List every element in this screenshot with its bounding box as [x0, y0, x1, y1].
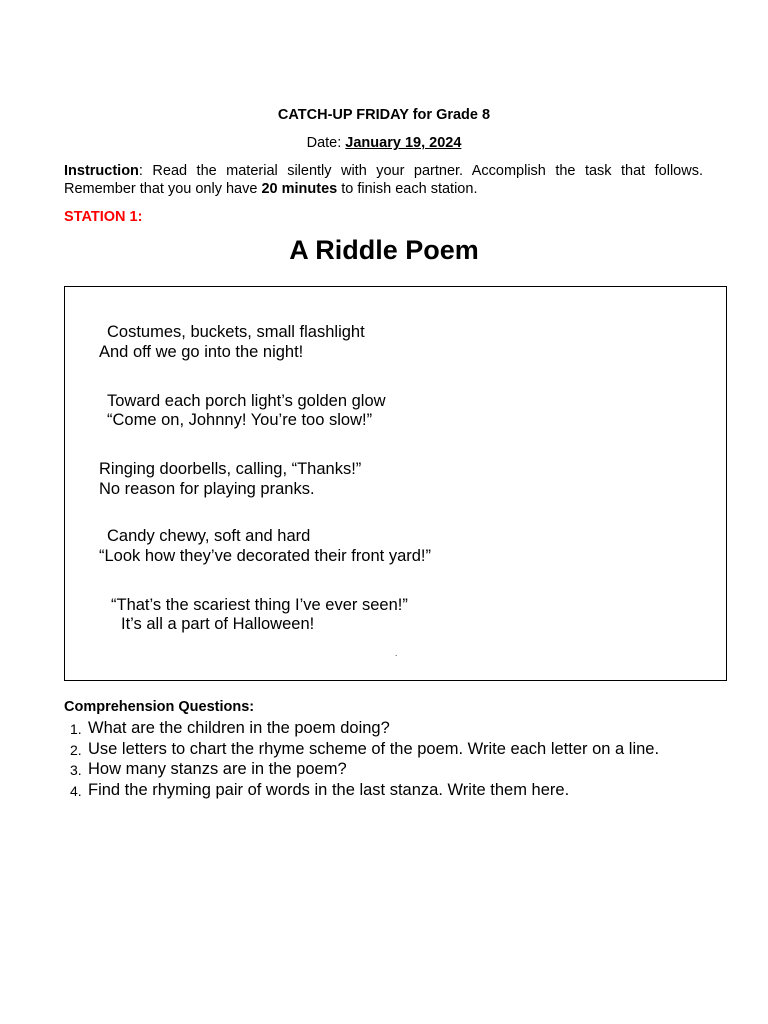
poem-line: “Come on, Johnny! You’re too slow!” [107, 411, 373, 429]
poem-line: Toward each porch light’s golden glow [107, 392, 386, 410]
poem-line: Costumes, buckets, small flashlight [107, 323, 365, 341]
date-line [0, 135, 768, 151]
poem-line: “That’s the scariest thing I’ve ever seen!” [111, 596, 408, 614]
question-item [64, 759, 704, 780]
poem-line: It’s all a part of Halloween! [121, 615, 315, 633]
question-text: Use letters to chart the rhyme scheme of the poem. Write each letter on a line. [88, 739, 660, 758]
poem-line: No reason for playing pranks. [99, 480, 315, 498]
station-label: STATION 1: [64, 209, 143, 225]
question-item [64, 739, 704, 760]
question-number: 3. [70, 762, 82, 778]
poem-line: Candy chewy, soft and hard [107, 527, 311, 545]
poem-line: “Look how they’ve decorated their front yard!” [99, 547, 432, 565]
question-number: 1. [70, 721, 82, 737]
instruction-text-part1: : Read the material silently with your partner. Accomplish the task that follows. Remember that you only have [64, 163, 703, 197]
questions-heading: Comprehension Questions: [64, 699, 255, 715]
questions-list [64, 718, 704, 800]
question-number: 4. [70, 782, 82, 799]
worksheet-title: CATCH-UP FRIDAY for Grade 8 [277, 107, 491, 123]
question-text: Find the rhyming pair of words in the last stanza. Write them here. [88, 780, 570, 799]
question-item [64, 718, 704, 739]
poem-line: Ringing doorbells, calling, “Thanks!” [99, 460, 362, 478]
instruction-paragraph [64, 162, 703, 198]
instruction-emphasis: 20 minutes [261, 181, 338, 197]
date-label: Date: [306, 135, 346, 151]
poem-box [64, 286, 727, 681]
date-value: January 19, 2024 [345, 135, 462, 151]
question-number: 2. [70, 741, 82, 758]
poem-line: And off we go into the night! [99, 343, 304, 361]
poem-title: A Riddle Poem [289, 235, 479, 265]
instruction-label: Instruction [64, 163, 139, 179]
question-text: How many stanzs are in the poem? [88, 760, 347, 778]
poem-dot: . [395, 649, 398, 658]
question-item [64, 780, 704, 801]
question-text: What are the children in the poem doing? [88, 719, 390, 737]
instruction-text-part2: to finish each station. [337, 181, 478, 197]
